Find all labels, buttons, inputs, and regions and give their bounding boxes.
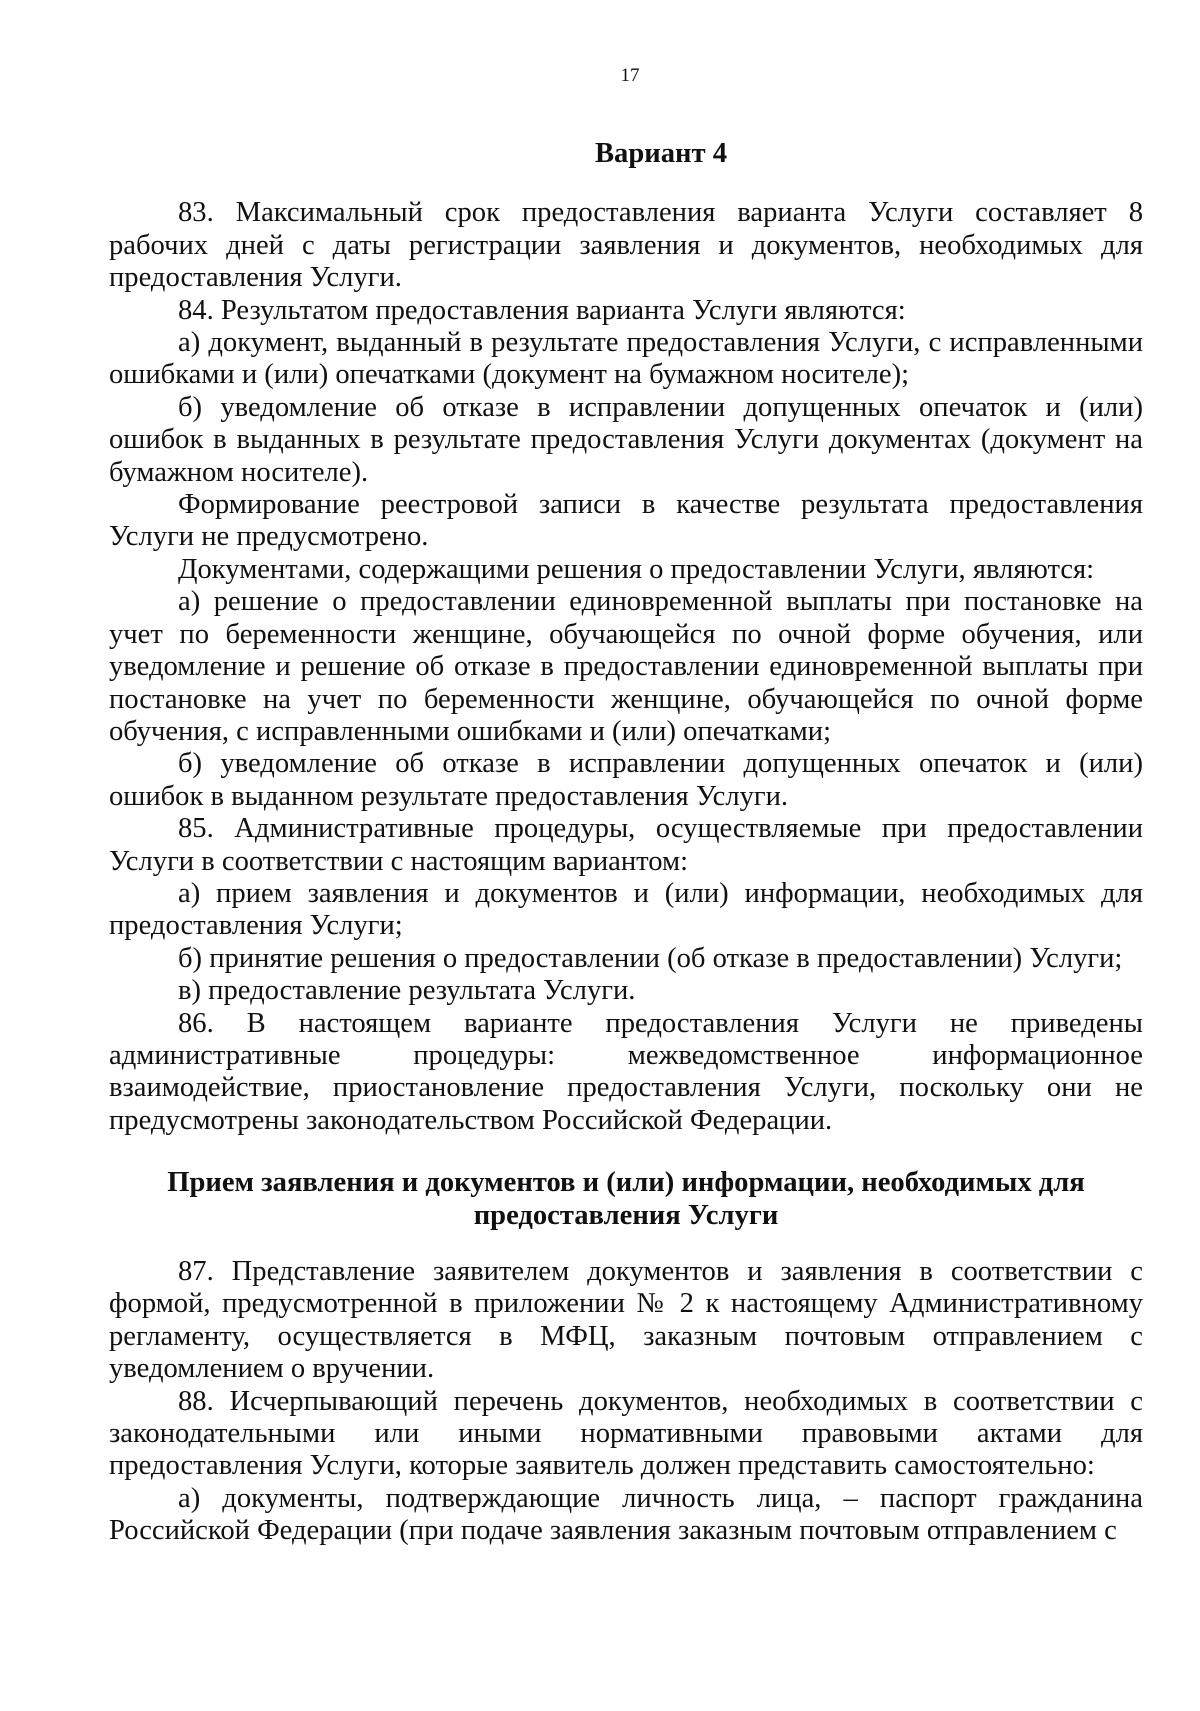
paragraph-88-a: а) документы, подтверждающие личность лица, – паспорт гражданина Российской Федерации (при подаче заявления заказным почтовым отправлением с (109, 1482, 1143, 1547)
paragraph-registry: Формирование реестровой записи в качестве результата предоставления Услуги не предусмотрено. (109, 489, 1143, 553)
paragraph-85-b: б) принятие решения о предоставлении (об отказе в предоставлении) Услуги; (178, 942, 1123, 974)
paragraph-84-b: б) уведомление об отказе в исправлении допущенных опечаток и (или) ошибок в выданных в результате предоставления Услуги документах (документ на бумажном носителе). (109, 391, 1143, 488)
paragraph-85: 85. Административные процедуры, осуществляемые при предоставлении Услуги в соответствии с настоящим вариантом: (109, 813, 1143, 877)
document-body (109, 138, 1143, 1548)
paragraph-84: 84. Результатом предоставления варианта Услуги являются: (178, 294, 906, 326)
paragraph-decision-b: б) уведомление об отказе в исправлении допущенных опечаток и (или) ошибок в выданном результате предоставления Услуги. (109, 748, 1143, 812)
paragraph-85-a: а) прием заявления и документов и (или) информации, необходимых для предоставления Услуги; (109, 877, 1143, 942)
section-heading: Прием заявления и документов и (или) информации, необходимых для предоставления Услуги (167, 1167, 1085, 1231)
paragraph-decision-docs: Документами, содержащими решения о предоставлении Услуги, являются: (178, 553, 1095, 585)
paragraph-group-variant (109, 197, 1143, 1137)
variant-title: Вариант 4 (594, 138, 727, 169)
page-number: 17 (620, 65, 640, 86)
paragraph-83: 83. Максимальный срок предоставления варианта Услуги составляет 8 рабочих дней с даты регистрации заявления и документов, необходимых для предоставления Услуги. (109, 197, 1143, 294)
paragraph-86: 86. В настоящем варианте предоставления Услуги не приведены административные процедуры: межведомственное информационное взаимодействие, приостановление предоставления Услуги, поскольку они не предусмотрены законодательством Российской Федерации. (109, 1007, 1143, 1136)
paragraph-84-a: а) документ, выданный в результате предоставления Услуги, с исправленными ошибками и (или) опечатками (документ на бумажном носителе); (109, 327, 1143, 391)
paragraph-87: 87. Представление заявителем документов и заявления в соответствии с формой, предусмотренной в приложении № 2 к настоящему Административному регламенту, осуществляется в МФЦ, заказным почтовым отправлением с уведомлением о вручении. (109, 1256, 1143, 1385)
paragraph-85-c: в) предоставление результата Услуги. (178, 975, 636, 1007)
paragraph-decision-a: а) решение о предоставлении единовременной выплаты при постановке на учет по беременности женщине, обучающейся по очной форме обучения, или уведомление и решение об отказе в предоставлении единовременной выплаты при постановке на учет по беременности женщине, обучающейся по очной форме обучения, с исправленными ошибками и (или) опечатками; (109, 586, 1143, 747)
paragraph-group-reception (109, 1256, 1143, 1548)
paragraph-88: 88. Исчерпывающий перечень документов, необходимых в соответствии с законодательными или иными нормативными правовыми актами для предоставления Услуги, которые заявитель должен представить самостоятельно: (109, 1385, 1143, 1482)
